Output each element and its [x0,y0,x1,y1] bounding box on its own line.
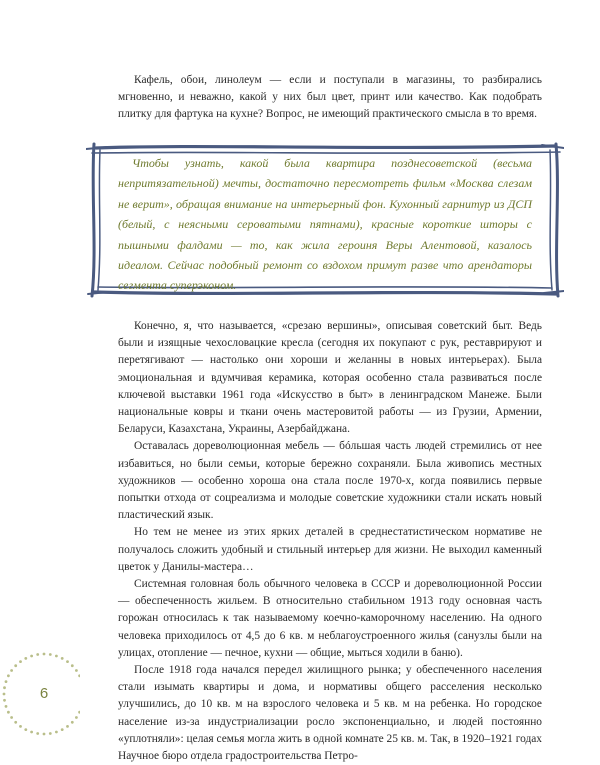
body-paragraph: Оставалась дореволюционная мебель — бóльшая часть людей стремились от нее избавиться, но были семьи, которые бережно сохраняли. Была живопись местных художников — особенно хороша она стала после 1970-х, когда появились первые попытки отхода от соцреализма и молодые советские художники стали искать новый пластический язык. [118,440,542,522]
page-number-badge [0,650,80,740]
page-number: 6 [39,685,49,702]
body-text [118,318,542,765]
body-paragraph: Но тем не менее из этих ярких деталей в среднестатистическом нормативе не получалось сложить удобный и стильный интерьер для жизни. Не выходил каменный цветок у Данилы-мастера… [118,526,542,573]
intro-paragraph: Кафель, обои, линолеум — если и поступали в магазины, то разбирались мгновенно, и неважно, какой у них был цвет, принт или качество. Как подобрать плитку для фартука на кухне? Вопрос, не имеющий практического смысла в то время. [118,74,542,121]
body-paragraph: После 1918 года начался передел жилищного рынка; у обеспеченного населения стали изымать квартиры и дома, и нормативы общего расселения несколько улучшились, до 10 кв. м на взрослого человека и 5 кв. м на ребенка. Но городское население из-за индустриализации росло экспоненциально, и людей постоянно «уплотняли»: целая семья могла жить в одной комнате 25 кв. м. Так, в 1920–1921 годах Научное бюро отдела градостроительства Петро- [118,664,542,763]
body-paragraph: Конечно, я, что называется, «срезаю вершины», описывая советский быт. Ведь были и изящные чехословацкие кресла (сегодня их покупают с рук, реставрируют и перетягивают — настолько они хороши и желанны в новых интерьерах). Была эмоциональная и вдумчивая керамика, которая особенно стала развиваться после ключевой выставки 1961 года «Искусство в быт» в ленинградском Манеже. Были национальные ковры и ткани очень мастеровитой работы — из Грузии, Армении, Беларуси, Казахстана, Украины, Азербайджана. [118,320,542,436]
body-paragraph: Системная головная боль обычного человека в СССР и дореволюционной России — обеспеченность жильем. В относительно стабильном 1913 году основная часть горожан относилась к так называемому коечно-каморочному населению. На одного человека приходилось от 4,5 до 6 кв. м неблагоустроенного жилья (санузлы были на улицах, отопление — печное, кухни — общие, мыться ходили в баню). [118,578,542,659]
highlighted-quote: Чтобы узнать, какой была квартира позднесоветской (весьма непритязательной) мечты, достаточно пересмотреть фильм «Москва слезам не верит», обращая внимание на интерьерный фон. Кухонный гарнитур из ДСП (белый, с неясными сероватыми пятнами), красные короткие шторы с пышными фалдами — то, как жила героиня Веры Алентовой, казалось идеалом. Сейчас подобный ремонт со вздохом примут разве что арендаторы сегмента суперэконом. [118,156,532,293]
